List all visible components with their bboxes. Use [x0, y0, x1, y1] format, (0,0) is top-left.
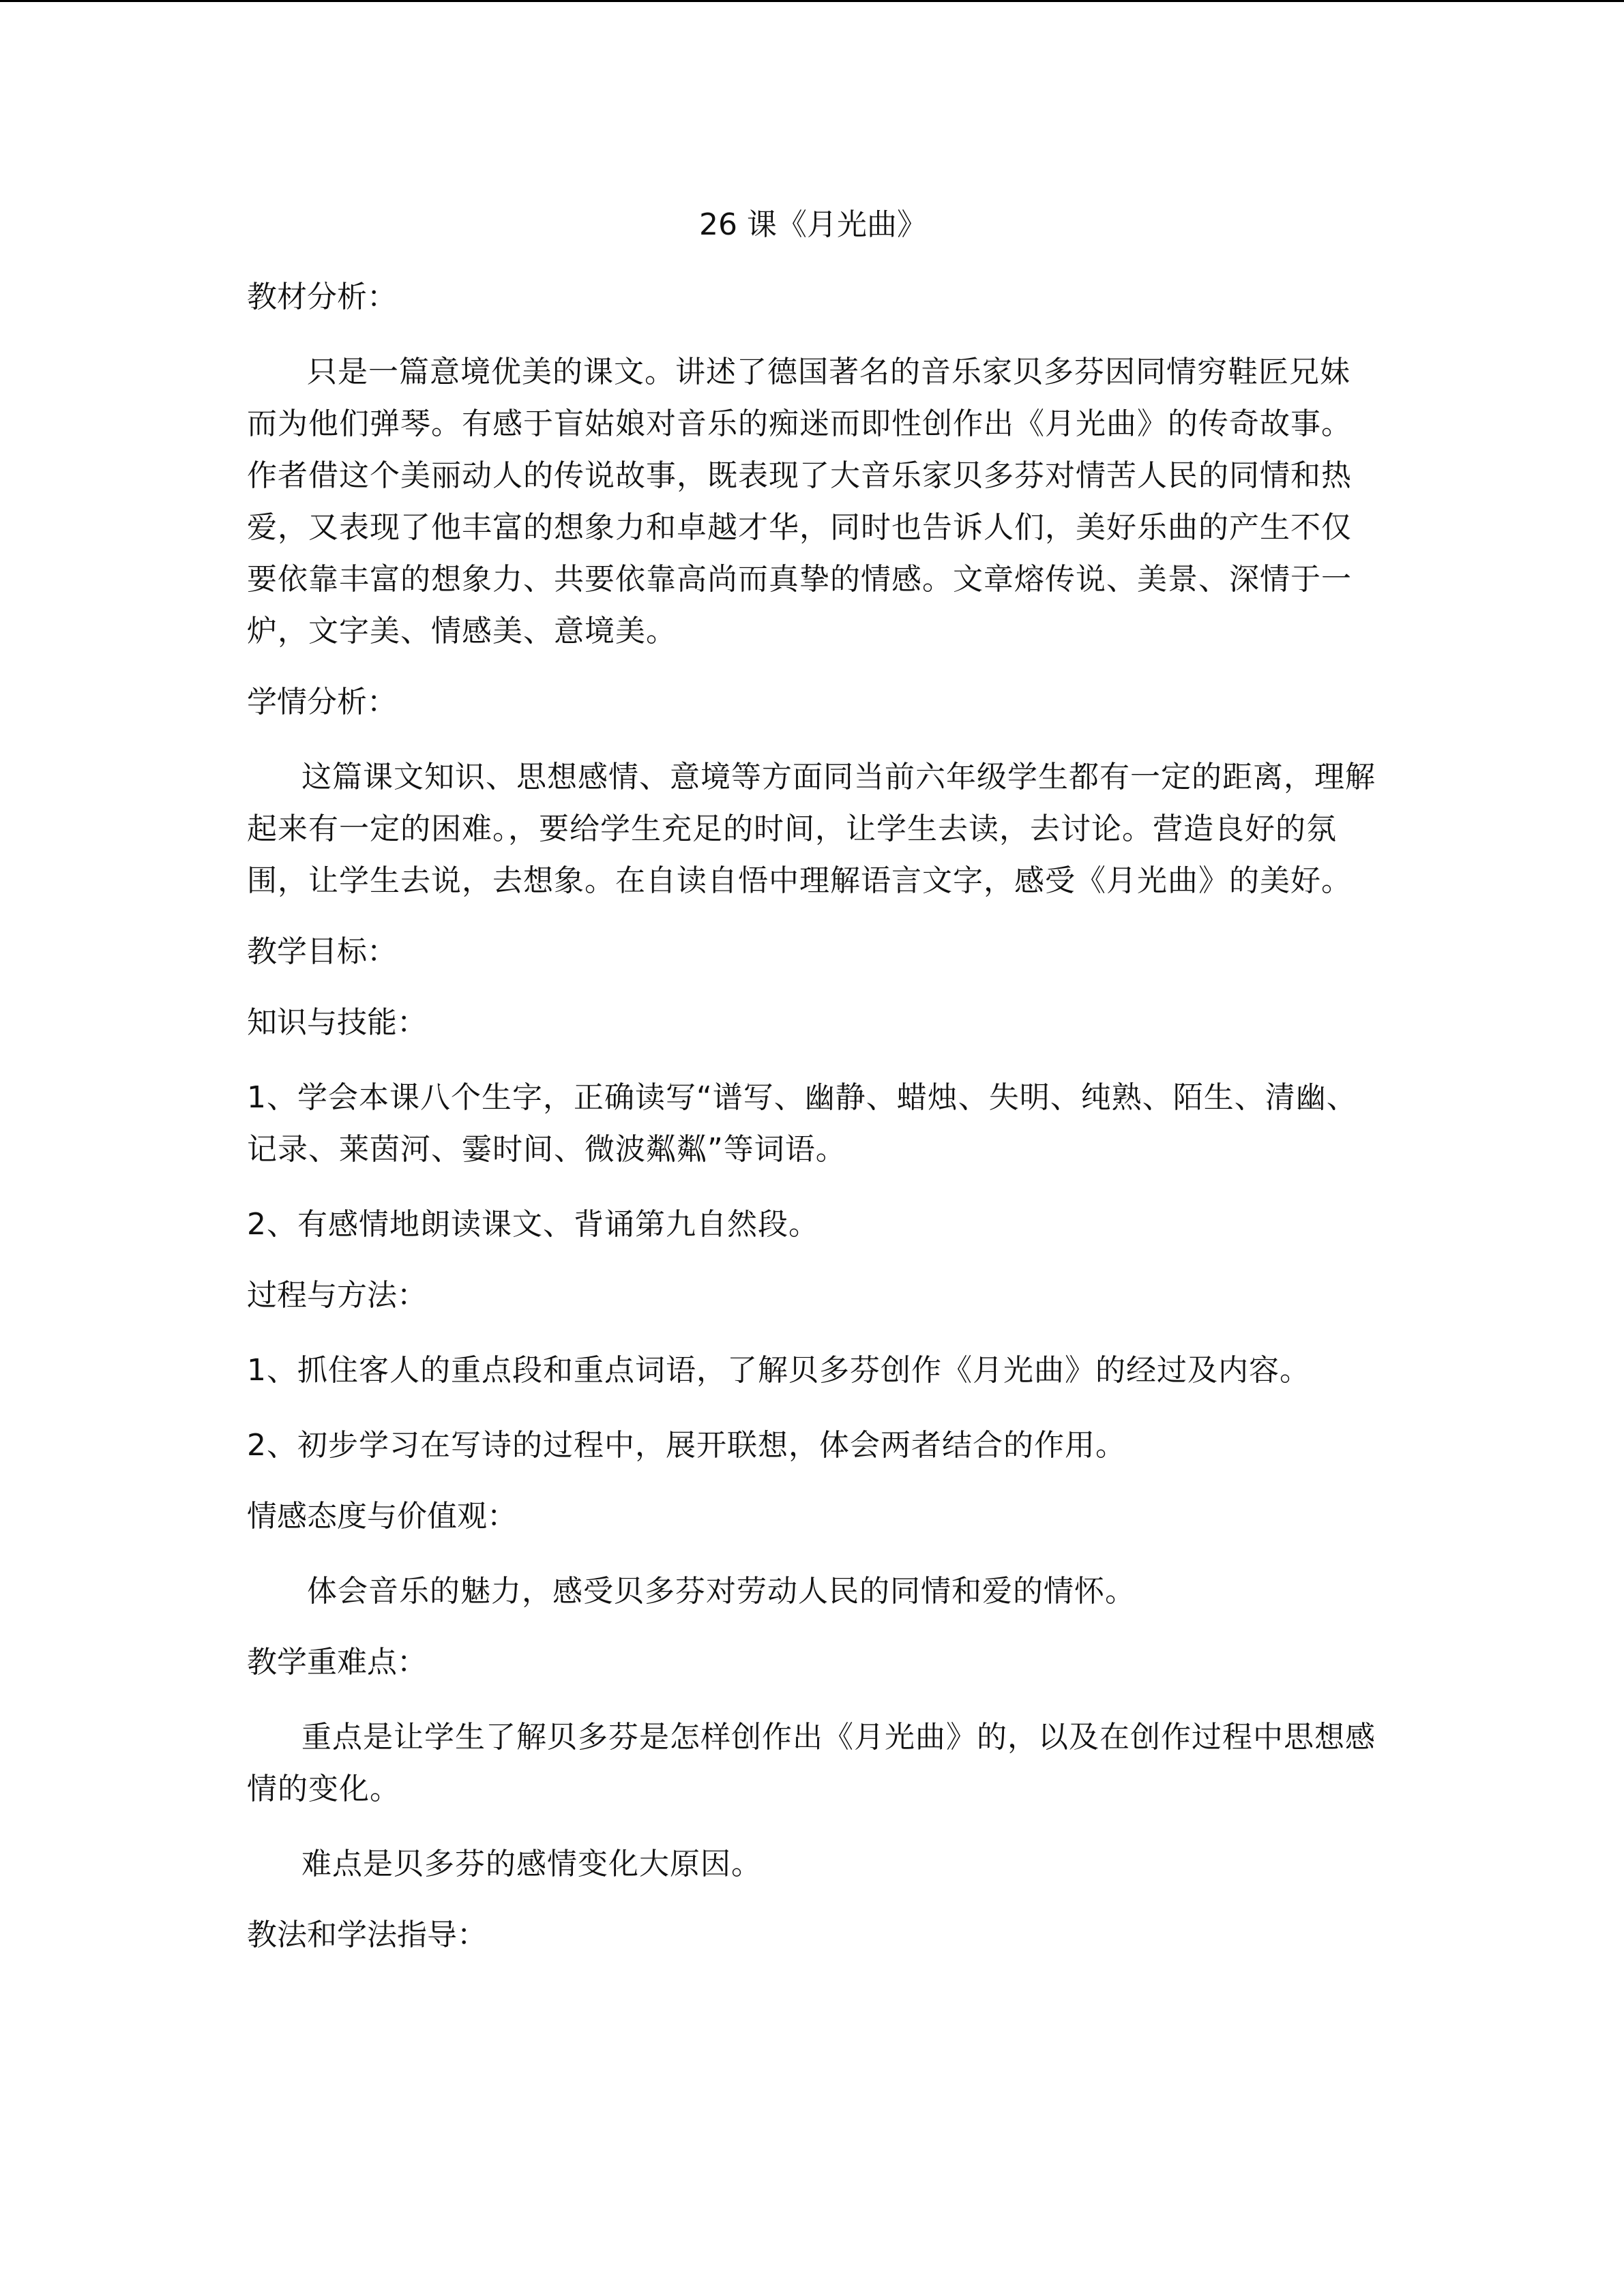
process-item-1: 1、抓住客人的重点段和重点词语，了解贝多芬创作《月光曲》的经过及内容。: [247, 1353, 1310, 1388]
document-page: [247, 198, 1379, 1961]
document-title: 26 课《月光曲》: [699, 207, 927, 242]
emotion-values-paragraph: 体会音乐的魅力，感受贝多芬对劳动人民的同情和爱的情怀。: [307, 1574, 1136, 1609]
student-analysis-paragraph: 这篇课文知识、思想感情、意境等方面同当前六年级学生都有一定的距离，理解起来有一定的困难。，要给学生充足的时间，让学生去读，去讨论。营造良好的氛围，让学生去说，去想象。在自读自悟中理解语言文字，感受《月光曲》的美好。: [247, 760, 1376, 898]
emotion-values-heading: 情感态度与价值观：: [247, 1499, 517, 1534]
page-top-border: [0, 0, 1624, 2]
knowledge-item-2: 2、有感情地朗读课文、背诵第九自然段。: [247, 1207, 819, 1242]
difficulty-paragraph: 难点是贝多芬的感情变化大原因。: [301, 1847, 762, 1881]
student-analysis-heading: 学情分析：: [247, 685, 397, 719]
key-point-paragraph: 重点是让学生了解贝多芬是怎样创作出《月光曲》的，以及在创作过程中思想感情的变化。: [247, 1720, 1376, 1806]
material-analysis-paragraph: 只是一篇意境优美的课文。讲述了德国著名的音乐家贝多芬因同情穷鞋匠兄妹而为他们弹琴。有感于盲姑娘对音乐的痴迷而即性创作出《月光曲》的传奇故事。作者借这个美丽动人的传说故事，既表现了大音乐家贝多芬对情苦人民的同情和热爱，又表现了他丰富的想象力和卓越才华，同时也告诉人们，美好乐曲的产生不仅要依靠丰富的想象力、共要依靠高尚而真挚的情感。文章熔传说、美景、深情于一炉，文字美、情感美、意境美。: [247, 355, 1352, 648]
material-analysis-heading: 教材分析：: [247, 280, 397, 314]
key-difficulty-heading: 教学重难点：: [247, 1645, 427, 1680]
teaching-method-heading: 教法和学法指导：: [247, 1918, 487, 1952]
process-method-heading: 过程与方法：: [247, 1278, 427, 1313]
knowledge-skills-heading: 知识与技能：: [247, 1005, 427, 1040]
knowledge-item-1: 1、学会本课八个生字，正确读写“谱写、幽静、蜡烛、失明、纯熟、陌生、清幽、记录、莱茵河、霎时间、微波粼粼”等词语。: [247, 1080, 1357, 1167]
process-item-2: 2、初步学习在写诗的过程中，展开联想，体会两者结合的作用。: [247, 1428, 1126, 1463]
teaching-goals-heading: 教学目标：: [247, 934, 397, 969]
